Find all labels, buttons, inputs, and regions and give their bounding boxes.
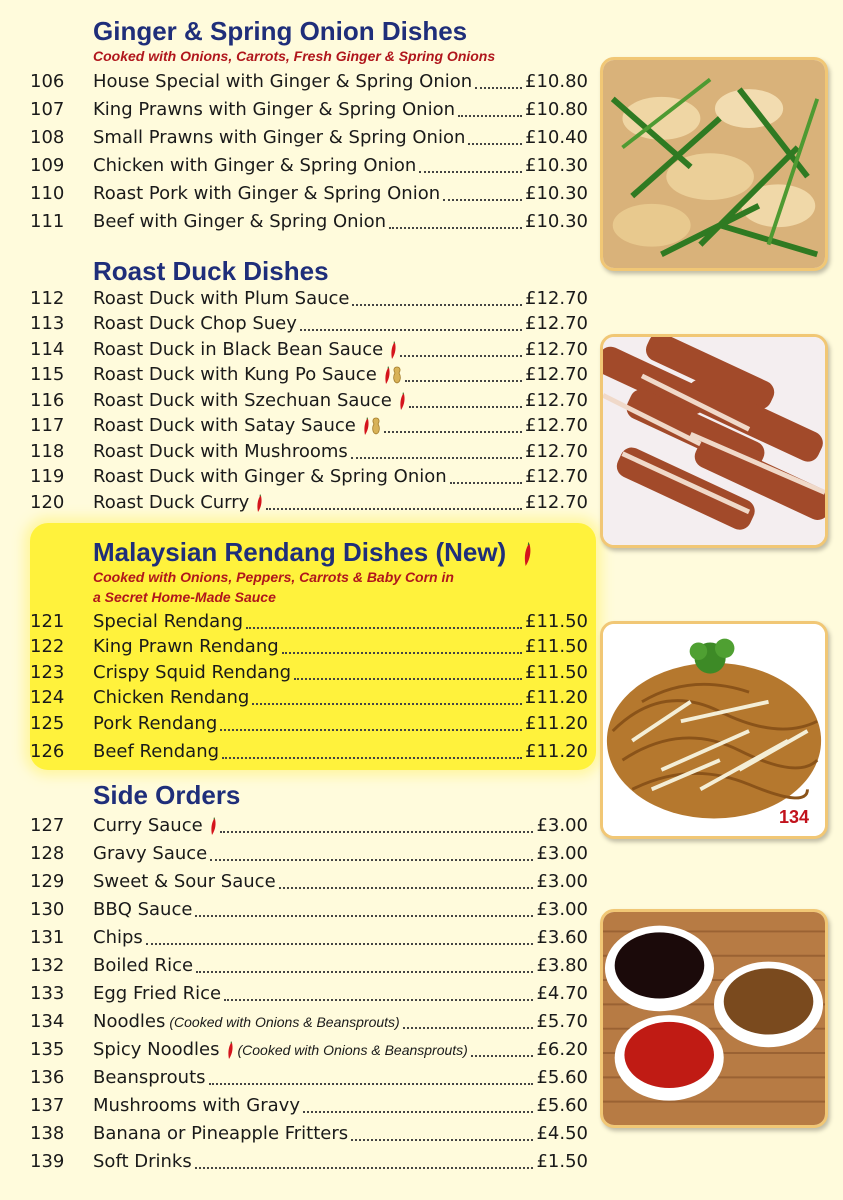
menu-item-number: 134: [30, 1011, 65, 1032]
menu-item: [30, 1037, 588, 1063]
dot-leader: [210, 859, 533, 861]
menu-item: [30, 897, 588, 923]
menu-item-name-text: Roast Duck in Black Bean Sauce: [93, 339, 384, 360]
menu-item-price: £10.30: [525, 155, 588, 176]
menu-item-name: [93, 341, 397, 359]
menu-item: [30, 634, 588, 660]
dot-leader: [220, 831, 534, 833]
menu-item-name: [93, 873, 276, 891]
menu-item-number: 121: [30, 611, 65, 632]
menu-item-number: 115: [30, 364, 65, 385]
menu-item-price: £10.40: [525, 127, 588, 148]
menu-item: [30, 181, 588, 207]
menu-item-price: £5.60: [536, 1067, 588, 1088]
dot-leader: [475, 87, 522, 89]
menu-item: [30, 925, 588, 951]
menu-item-price: £12.70: [525, 313, 588, 334]
menu-item-price: £12.70: [525, 390, 588, 411]
menu-item-price: £11.20: [525, 713, 588, 734]
menu-item-number: 120: [30, 492, 65, 513]
menu-item-name-text: Roast Pork with Ginger & Spring Onion: [93, 183, 441, 204]
menu-item-price: £12.70: [525, 466, 588, 487]
menu-item-price: £11.20: [525, 687, 588, 708]
menu-item-number: 110: [30, 183, 65, 204]
menu-item-name: [93, 817, 217, 835]
menu-item-number: 113: [30, 313, 65, 334]
menu-item: [30, 153, 588, 179]
menu-item-name: [93, 213, 386, 231]
menu-item-name-text: Spicy Noodles: [93, 1039, 220, 1060]
menu-item: [30, 841, 588, 867]
menu-item-price: £3.80: [536, 955, 588, 976]
dot-leader: [403, 1027, 534, 1029]
menu-item-name: [93, 73, 472, 91]
menu-item-name-text: House Special with Ginger & Spring Onion: [93, 71, 473, 92]
menu-item-number: 118: [30, 441, 65, 462]
menu-item-number: 112: [30, 288, 65, 309]
menu-item-name-text: Chips: [93, 927, 143, 948]
menu-item: [30, 953, 588, 979]
menu-item-name-text: Banana or Pineapple Fritters: [93, 1123, 349, 1144]
menu-item-name-text: Roast Duck with Kung Po Sauce: [93, 364, 377, 385]
menu-item: [30, 981, 588, 1007]
menu-item-name: [93, 290, 349, 308]
menu-item-number: 111: [30, 211, 65, 232]
dot-leader: [195, 915, 533, 917]
menu-item-name-text: Curry Sauce: [93, 815, 203, 836]
roast-duck-photo: [600, 334, 828, 548]
menu-item-number: 136: [30, 1067, 65, 1088]
menu-item-number: 139: [30, 1151, 65, 1172]
menu-item-number: 117: [30, 415, 65, 436]
sauces-photo: [600, 909, 828, 1128]
dot-leader: [443, 199, 522, 201]
menu-item-name: [93, 443, 348, 461]
dot-leader: [300, 329, 522, 331]
menu-item-number: 108: [30, 127, 65, 148]
menu-item-price: £11.50: [525, 636, 588, 657]
dot-leader: [195, 1167, 534, 1169]
menu-item: [30, 711, 588, 737]
chili-icon: [255, 494, 263, 512]
menu-item-number: 135: [30, 1039, 65, 1060]
menu-item-name: [93, 1097, 300, 1115]
menu-item-name-text: BBQ Sauce: [93, 899, 193, 920]
dot-leader: [468, 143, 522, 145]
menu-item-number: 132: [30, 955, 65, 976]
menu-item-name: [93, 689, 249, 707]
dot-leader: [409, 406, 522, 408]
menu-item-number: 133: [30, 983, 65, 1004]
menu-item: [30, 1009, 588, 1035]
section-title-side-orders: Side Orders: [93, 780, 241, 810]
menu-item: [30, 69, 588, 95]
menu-item-price: £11.20: [525, 741, 588, 762]
menu-item-name-text: Roast Duck with Szechuan Sauce: [93, 390, 392, 411]
dot-leader: [303, 1111, 533, 1113]
menu-item-price: £12.70: [525, 492, 588, 513]
menu-item-name: [93, 494, 263, 512]
chili-icon: [209, 817, 217, 835]
menu-item-name: [93, 417, 381, 435]
section-subtitle-rendang-2: a Secret Home-Made Sauce: [93, 589, 276, 605]
dot-leader: [405, 380, 522, 382]
menu-item-price: £4.70: [536, 983, 588, 1004]
dot-leader: [400, 355, 522, 357]
dot-leader: [471, 1055, 534, 1057]
dot-leader: [419, 171, 522, 173]
peanut-icon: [392, 366, 402, 384]
menu-item-price: £6.20: [536, 1039, 588, 1060]
menu-item-price: £3.00: [536, 899, 588, 920]
menu-item-name-text: Roast Duck with Satay Sauce: [93, 415, 356, 436]
menu-item-number: 125: [30, 713, 65, 734]
menu-item-name: [93, 1069, 206, 1087]
dot-leader: [384, 431, 522, 433]
menu-item: [30, 685, 588, 711]
menu-item-price: £3.00: [536, 843, 588, 864]
dot-leader: [224, 999, 533, 1001]
menu-item-name: [93, 1125, 348, 1143]
menu-item-number: 109: [30, 155, 65, 176]
section-title-rendang-text: Malaysian Rendang Dishes (New): [93, 537, 507, 567]
menu-item-price: £12.70: [525, 441, 588, 462]
menu-item: [30, 464, 588, 490]
menu-item-name-text: Roast Duck Chop Suey: [93, 313, 297, 334]
menu-item-price: £10.30: [525, 211, 588, 232]
menu-item-price: £10.80: [525, 71, 588, 92]
menu-item-price: £5.70: [536, 1011, 588, 1032]
chili-icon: [521, 542, 533, 566]
menu-item-name: [93, 664, 291, 682]
menu-item: [30, 609, 588, 635]
menu-item: [30, 311, 588, 337]
menu-item-price: £11.50: [525, 662, 588, 683]
dot-leader: [222, 757, 522, 759]
menu-item-name-text: Egg Fried Rice: [93, 983, 222, 1004]
menu-item: [30, 739, 588, 765]
dot-leader: [252, 703, 522, 705]
chili-icon: [226, 1041, 234, 1059]
menu-item: [30, 125, 588, 151]
menu-item-name: [93, 468, 447, 486]
dot-leader: [389, 227, 522, 229]
menu-item-name: [93, 1041, 468, 1059]
menu-item: [30, 1065, 588, 1091]
menu-item-price: £10.30: [525, 183, 588, 204]
menu-item-name: [93, 985, 221, 1003]
menu-item-number: 137: [30, 1095, 65, 1116]
chili-icon: [389, 341, 397, 359]
menu-item-number: 106: [30, 71, 65, 92]
menu-item-number: 124: [30, 687, 65, 708]
peanut-icon: [371, 417, 381, 435]
dot-leader: [294, 678, 522, 680]
menu-item-name-text: Crispy Squid Rendang: [93, 662, 292, 683]
dot-leader: [450, 482, 522, 484]
menu-item-name: [93, 315, 297, 333]
menu-item-name: [93, 929, 143, 947]
menu-item-name-text: Chicken with Ginger & Spring Onion: [93, 155, 417, 176]
menu-item-price: £12.70: [525, 288, 588, 309]
menu-item-name-text: Beansprouts: [93, 1067, 206, 1088]
menu-item-number: 126: [30, 741, 65, 762]
menu-item-name-text: Roast Duck with Mushrooms: [93, 441, 348, 462]
menu-item-number: 119: [30, 466, 65, 487]
menu-item: [30, 388, 588, 414]
menu-item-name: [93, 957, 193, 975]
menu-item-name: [93, 638, 279, 656]
menu-item-name: [93, 613, 243, 631]
dot-leader: [352, 304, 522, 306]
menu-item-name-text: Beef Rendang: [93, 741, 220, 762]
menu-item-name-text: Pork Rendang: [93, 713, 218, 734]
menu-item-name-text: Small Prawns with Ginger & Spring Onion: [93, 127, 466, 148]
menu-item-price: £5.60: [536, 1095, 588, 1116]
menu-item: [30, 362, 588, 388]
menu-item-name-text: King Prawns with Ginger & Spring Onion: [93, 99, 456, 120]
menu-item-name-text: Soft Drinks: [93, 1151, 192, 1172]
menu-item: [30, 490, 588, 516]
menu-item-price: £10.80: [525, 99, 588, 120]
menu-item-name: [93, 1013, 400, 1031]
menu-item-number: 114: [30, 339, 65, 360]
menu-item-name: [93, 157, 416, 175]
dot-leader: [282, 652, 522, 654]
stir-fry-photo: [600, 57, 828, 271]
menu-item-price: £3.60: [536, 927, 588, 948]
dot-leader: [146, 943, 534, 945]
menu-item-name-text: Beef with Ginger & Spring Onion: [93, 211, 387, 232]
menu-item-number: 107: [30, 99, 65, 120]
menu-item-name-text: Roast Duck with Plum Sauce: [93, 288, 350, 309]
dot-leader: [196, 971, 533, 973]
menu-item-note: (Cooked with Onions & Beansprouts): [169, 1014, 400, 1030]
menu-item-number: 123: [30, 662, 65, 683]
menu-item-name: [93, 1153, 192, 1171]
menu-item-name: [93, 743, 219, 761]
menu-item-name-text: Chicken Rendang: [93, 687, 250, 708]
section-subtitle-rendang-1: Cooked with Onions, Peppers, Carrots & Baby Corn in: [93, 569, 454, 585]
dot-leader: [266, 508, 522, 510]
dot-leader: [351, 457, 522, 459]
dot-leader: [220, 729, 522, 731]
menu-item-name-text: Roast Duck Curry: [93, 492, 250, 513]
dot-leader: [279, 887, 534, 889]
menu-item: [30, 413, 588, 439]
menu-item-price: £12.70: [525, 415, 588, 436]
dot-leader: [351, 1139, 533, 1141]
menu-item-price: £1.50: [536, 1151, 588, 1172]
menu-item: [30, 1121, 588, 1147]
dot-leader: [209, 1083, 534, 1085]
menu-item-name-text: King Prawn Rendang: [93, 636, 279, 657]
menu-item-name: [93, 101, 455, 119]
menu-item: [30, 439, 588, 465]
menu-item-number: 127: [30, 815, 65, 836]
menu-item: [30, 660, 588, 686]
menu-item-name-text: Mushrooms with Gravy: [93, 1095, 300, 1116]
chili-icon: [362, 417, 370, 435]
menu-item-name: [93, 901, 192, 919]
menu-item-name-text: Sweet & Sour Sauce: [93, 871, 276, 892]
section-title-roast-duck: Roast Duck Dishes: [93, 256, 329, 286]
menu-item: [30, 1149, 588, 1175]
section-subtitle-ginger: Cooked with Onions, Carrots, Fresh Ginger & Spring Onions: [93, 48, 496, 64]
menu-item-price: £3.00: [536, 815, 588, 836]
menu-item-price: £4.50: [536, 1123, 588, 1144]
menu-item-number: 130: [30, 899, 65, 920]
menu-item-name: [93, 845, 207, 863]
dot-leader: [458, 115, 522, 117]
menu-item: [30, 209, 588, 235]
menu-item: [30, 869, 588, 895]
menu-item-price: £11.50: [525, 611, 588, 632]
menu-item-name: [93, 185, 440, 203]
menu-item-number: 122: [30, 636, 65, 657]
menu-item: [30, 337, 588, 363]
menu-item-name-text: Roast Duck with Ginger & Spring Onion: [93, 466, 447, 487]
menu-item-number: 116: [30, 390, 65, 411]
menu-item: [30, 97, 588, 123]
menu-item-price: £12.70: [525, 364, 588, 385]
menu-item-price: £12.70: [525, 339, 588, 360]
menu-item-number: 128: [30, 843, 65, 864]
menu-item-name-text: Special Rendang: [93, 611, 244, 632]
menu-item-name: [93, 392, 406, 410]
menu-item: [30, 286, 588, 312]
menu-item: [30, 813, 588, 839]
menu-item-name-text: Boiled Rice: [93, 955, 194, 976]
menu-item-name-text: Gravy Sauce: [93, 843, 208, 864]
menu-item-number: 138: [30, 1123, 65, 1144]
menu-item-name: [93, 715, 217, 733]
menu-item-number: 131: [30, 927, 65, 948]
menu-item-name: [93, 129, 465, 147]
dot-leader: [246, 627, 522, 629]
menu-item-note: (Cooked with Onions & Beansprouts): [237, 1042, 468, 1058]
menu-item: [30, 1093, 588, 1119]
section-title-ginger: Ginger & Spring Onion Dishes: [93, 16, 468, 46]
chili-icon: [398, 392, 406, 410]
photo-item-number: 134: [778, 807, 809, 827]
chili-icon: [383, 366, 391, 384]
section-title-rendang: [93, 539, 533, 566]
menu-item-name-text: Noodles: [93, 1011, 166, 1032]
menu-item-number: 129: [30, 871, 65, 892]
menu-item-price: £3.00: [536, 871, 588, 892]
menu-item-name: [93, 366, 402, 384]
noodles-photo: [600, 621, 828, 839]
